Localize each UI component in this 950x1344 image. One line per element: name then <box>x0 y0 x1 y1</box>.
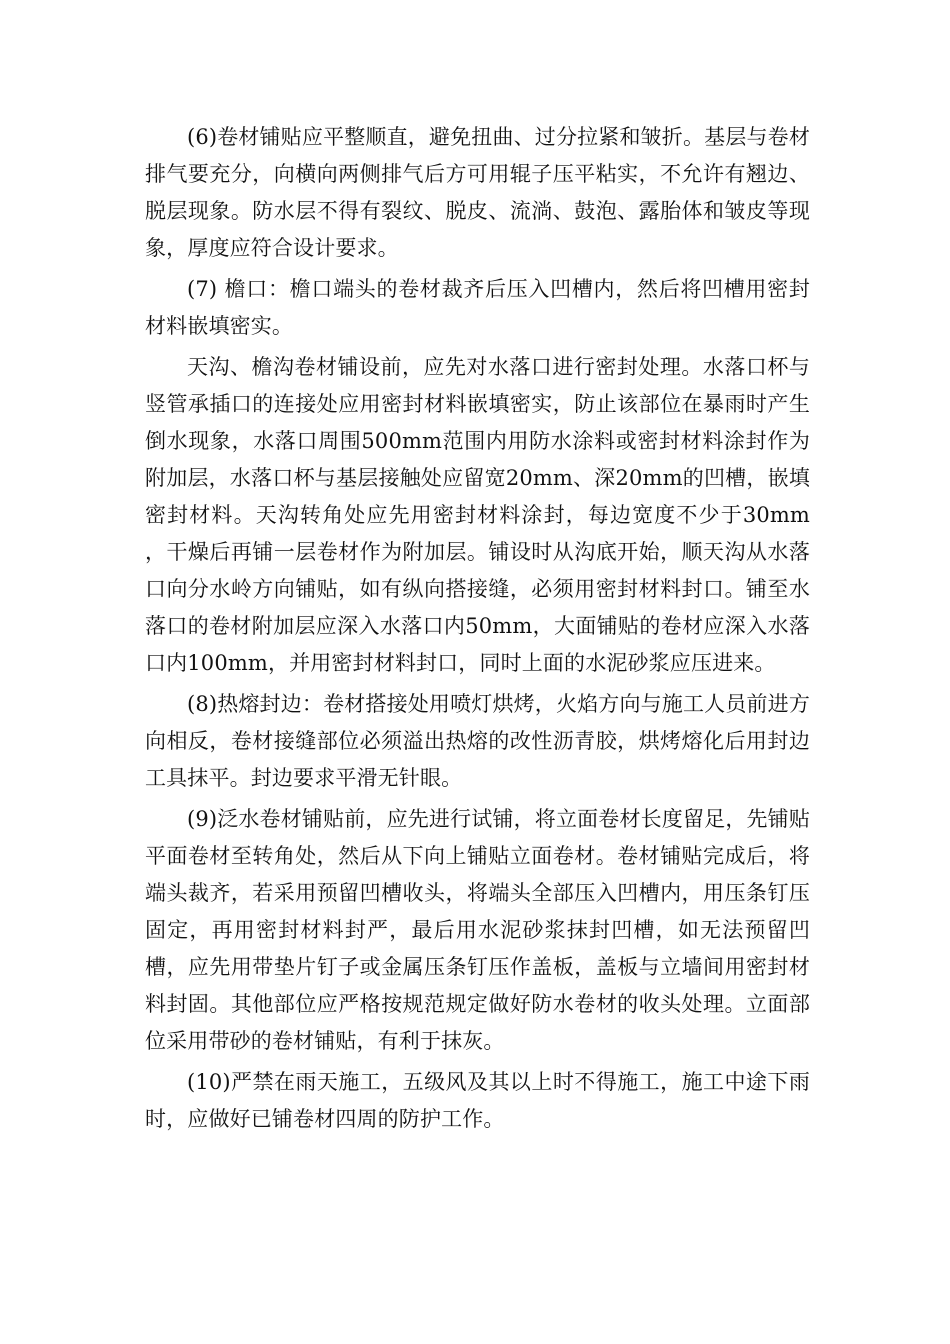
document-body <box>145 119 810 1142</box>
paragraph-7-eaves: (7) 檐口：檐口端头的卷材裁齐后压入凹槽内，然后将凹槽用密封材料嵌填密实。 <box>145 277 810 338</box>
paragraph-6-membrane-laying: (6)卷材铺贴应平整顺直，避免扭曲、过分拉紧和皱折。基层与卷材排气要充分，向横向两侧排气后方可用辊子压平粘实，不允许有翘边、脱层现象。防水层不得有裂纹、脱皮、流淌、鼓泡、露胎体和皱皮等现象，厚度应符合设计要求。 <box>145 125 810 260</box>
paragraph-10-weather-restrictions: (10)严禁在雨天施工，五级风及其以上时不得施工，施工中途下雨时，应做好已铺卷材四周的防护工作。 <box>145 1070 810 1131</box>
paragraph-9-flashing-membrane: (9)泛水卷材铺贴前，应先进行试铺，将立面卷材长度留足，先铺贴平面卷材至转角处，然后从下向上铺贴立面卷材。卷材铺贴完成后，将端头裁齐，若采用预留凹槽收头，将端头全部压入凹槽内，用压条钉压固定，再用密封材料封严，最后用水泥砂浆抹封凹槽，如无法预留凹槽，应先用带垫片钉子或金属压条钉压作盖板，盖板与立墙间用密封材料封固。其他部位应严格按规范规定做好防水卷材的收头处理。立面部位采用带砂的卷材铺贴，有利于抹灰。 <box>145 807 810 1053</box>
paragraph-8-heat-seal-edges: (8)热熔封边：卷材搭接处用喷灯烘烤，火焰方向与施工人员前进方向相反，卷材接缝部位必须溢出热熔的改性沥青胶，烘烤熔化后用封边工具抹平。封边要求平滑无针眼。 <box>145 692 810 790</box>
paragraph-gutter-drain-sealing: 天沟、檐沟卷材铺设前，应先对水落口进行密封处理。水落口杯与竖管承插口的连接处应用密封材料嵌填密实，防止该部位在暴雨时产生倒水现象，水落口周围500mm范围内用防水涂料或密封材料涂封作为附加层，水落口杯与基层接触处应留宽20mm、深20mm的凹槽，嵌填密封材料。天沟转角处应先用密封材料涂封，每边宽度不少于30mm ，干燥后再铺一层卷材作为附加层。铺设时从沟底开始，顺天沟从水落口向分水岭方向铺贴，如有纵向搭接缝，必须用密封材料封口。铺至水落口的卷材附加层应深入水落口内50mm，大面铺贴的卷材应深入水落口内100mm，并用密封材料封口，同时上面的水泥砂浆应压进来。 <box>145 355 810 675</box>
